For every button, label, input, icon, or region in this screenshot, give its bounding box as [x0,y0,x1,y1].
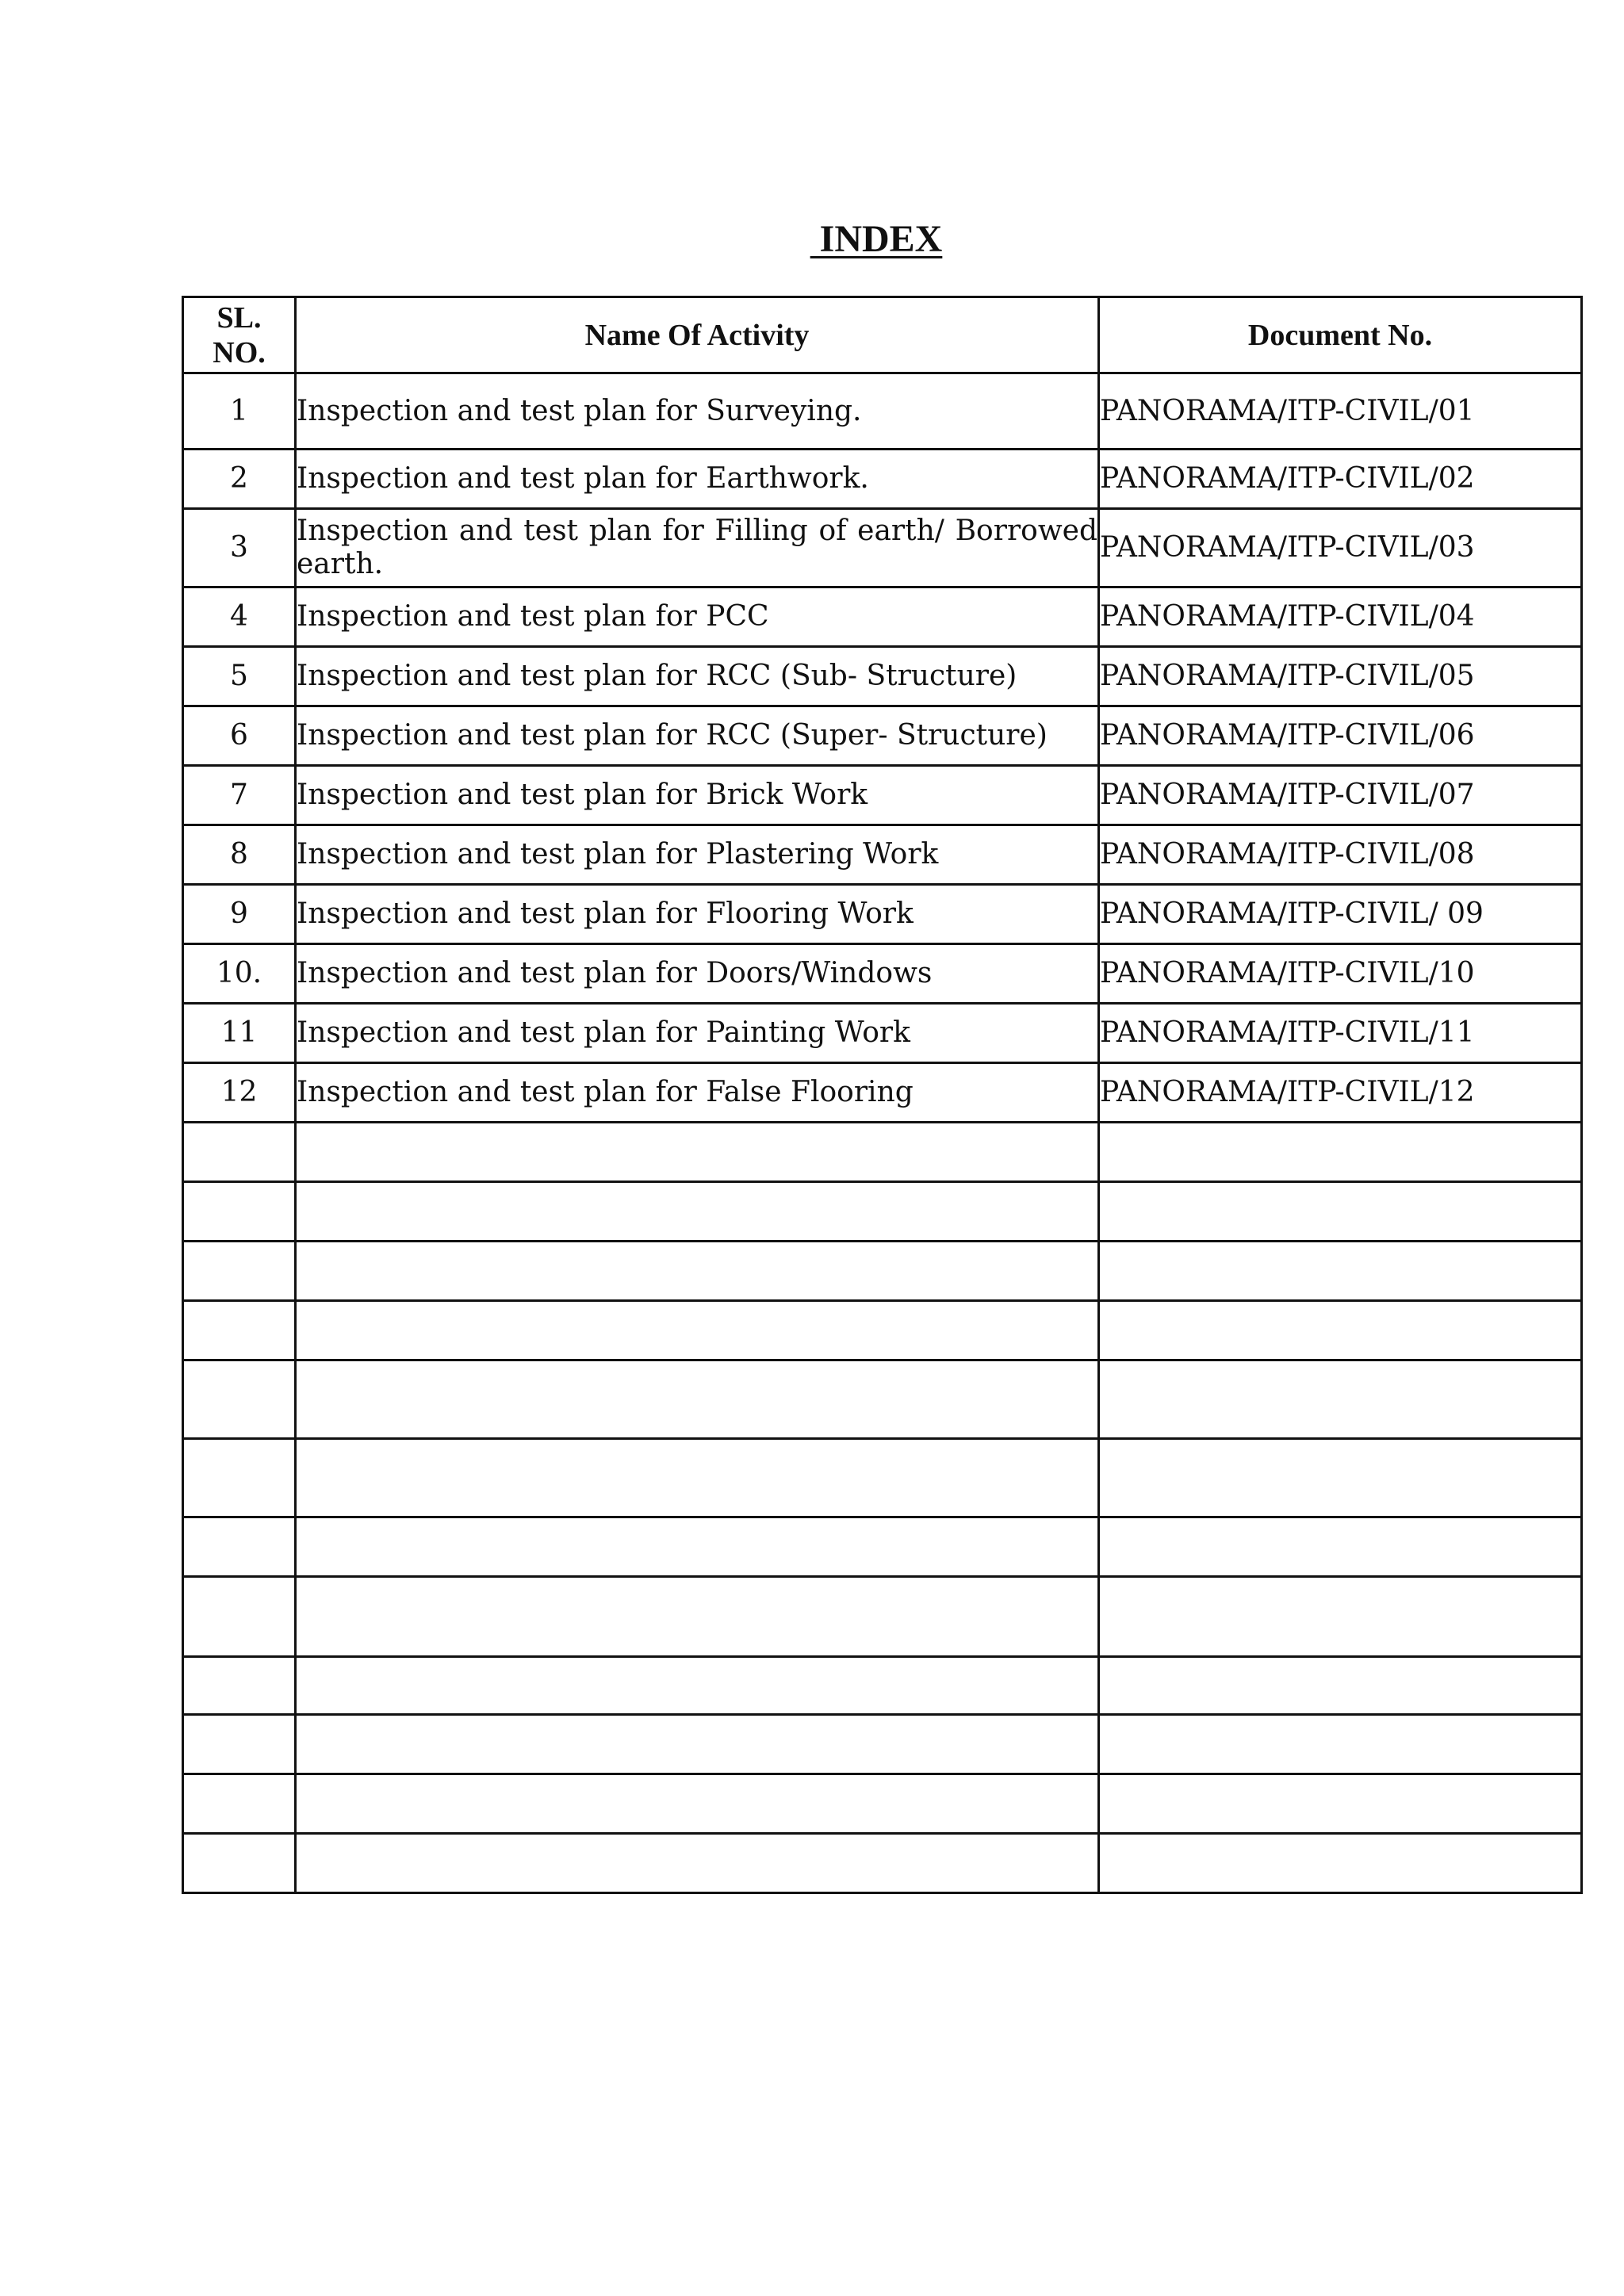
index-table [182,296,1583,1894]
row-sl-no: 7 [183,766,296,825]
row-activity: Inspection and test plan for Surveying. [296,373,1099,450]
row-sl-no: 6 [183,706,296,766]
empty-row [183,1123,1582,1182]
table-row [183,1063,1582,1123]
empty-row [183,1242,1582,1301]
table-header-row [183,297,1582,373]
row-activity: Inspection and test plan for PCC [296,587,1099,647]
row-document-no: PANORAMA/ITP-CIVIL/05 [1099,647,1582,706]
table-row [183,944,1582,1004]
row-sl-no: 12 [183,1063,296,1123]
header-document-no: Document No. [1099,297,1582,373]
table-row [183,647,1582,706]
row-sl-no: 1 [183,373,296,450]
row-sl-no: 2 [183,450,296,509]
row-document-no: PANORAMA/ITP-CIVIL/08 [1099,825,1582,885]
empty-row [183,1517,1582,1577]
row-activity: Inspection and test plan for Brick Work [296,766,1099,825]
row-document-no: PANORAMA/ITP-CIVIL/07 [1099,766,1582,825]
header-sl-no [183,297,296,373]
empty-row [183,1774,1582,1834]
table-row [183,1004,1582,1063]
row-sl-no: 5 [183,647,296,706]
table-row [183,509,1582,587]
row-sl-no: 3 [183,509,296,587]
header-sl-line2: NO. [213,335,266,369]
row-document-no: PANORAMA/ITP-CIVIL/06 [1099,706,1582,766]
row-document-no: PANORAMA/ITP-CIVIL/04 [1099,587,1582,647]
row-document-no: PANORAMA/ITP-CIVIL/03 [1099,509,1582,587]
row-document-no: PANORAMA/ITP-CIVIL/11 [1099,1004,1582,1063]
table-row [183,766,1582,825]
row-sl-no: 10. [183,944,296,1004]
table-row [183,885,1582,944]
empty-row [183,1301,1582,1360]
row-activity: Inspection and test plan for RCC (Super- Structure) [296,706,1099,766]
table-row [183,587,1582,647]
row-document-no: PANORAMA/ITP-CIVIL/12 [1099,1063,1582,1123]
page-title: INDEX [810,218,943,260]
row-sl-no: 9 [183,885,296,944]
empty-row [183,1715,1582,1774]
row-sl-no: 4 [183,587,296,647]
table-row [183,706,1582,766]
table-row [183,825,1582,885]
empty-row [183,1360,1582,1439]
row-activity: Inspection and test plan for Doors/Windows [296,944,1099,1004]
row-activity: Inspection and test plan for Painting Work [296,1004,1099,1063]
row-document-no: PANORAMA/ITP-CIVIL/02 [1099,450,1582,509]
row-activity: Inspection and test plan for False Flooring [296,1063,1099,1123]
table-row [183,450,1582,509]
header-sl-line1: SL. [216,300,262,335]
table-row [183,373,1582,450]
row-activity: Inspection and test plan for Plastering Work [296,825,1099,885]
row-sl-no: 11 [183,1004,296,1063]
row-activity: Inspection and test plan for Earthwork. [296,450,1099,509]
empty-row [183,1182,1582,1242]
row-document-no: PANORAMA/ITP-CIVIL/10 [1099,944,1582,1004]
header-activity: Name Of Activity [296,297,1099,373]
empty-row [183,1439,1582,1517]
row-activity: Inspection and test plan for Flooring Work [296,885,1099,944]
row-activity: Inspection and test plan for Filling of earth/ Borrowed earth. [296,509,1099,587]
empty-row [183,1577,1582,1657]
row-activity: Inspection and test plan for RCC (Sub- Structure) [296,647,1099,706]
row-document-no: PANORAMA/ITP-CIVIL/01 [1099,373,1582,450]
row-document-no: PANORAMA/ITP-CIVIL/ 09 [1099,885,1582,944]
empty-row [183,1657,1582,1715]
row-sl-no: 8 [183,825,296,885]
empty-row [183,1834,1582,1893]
